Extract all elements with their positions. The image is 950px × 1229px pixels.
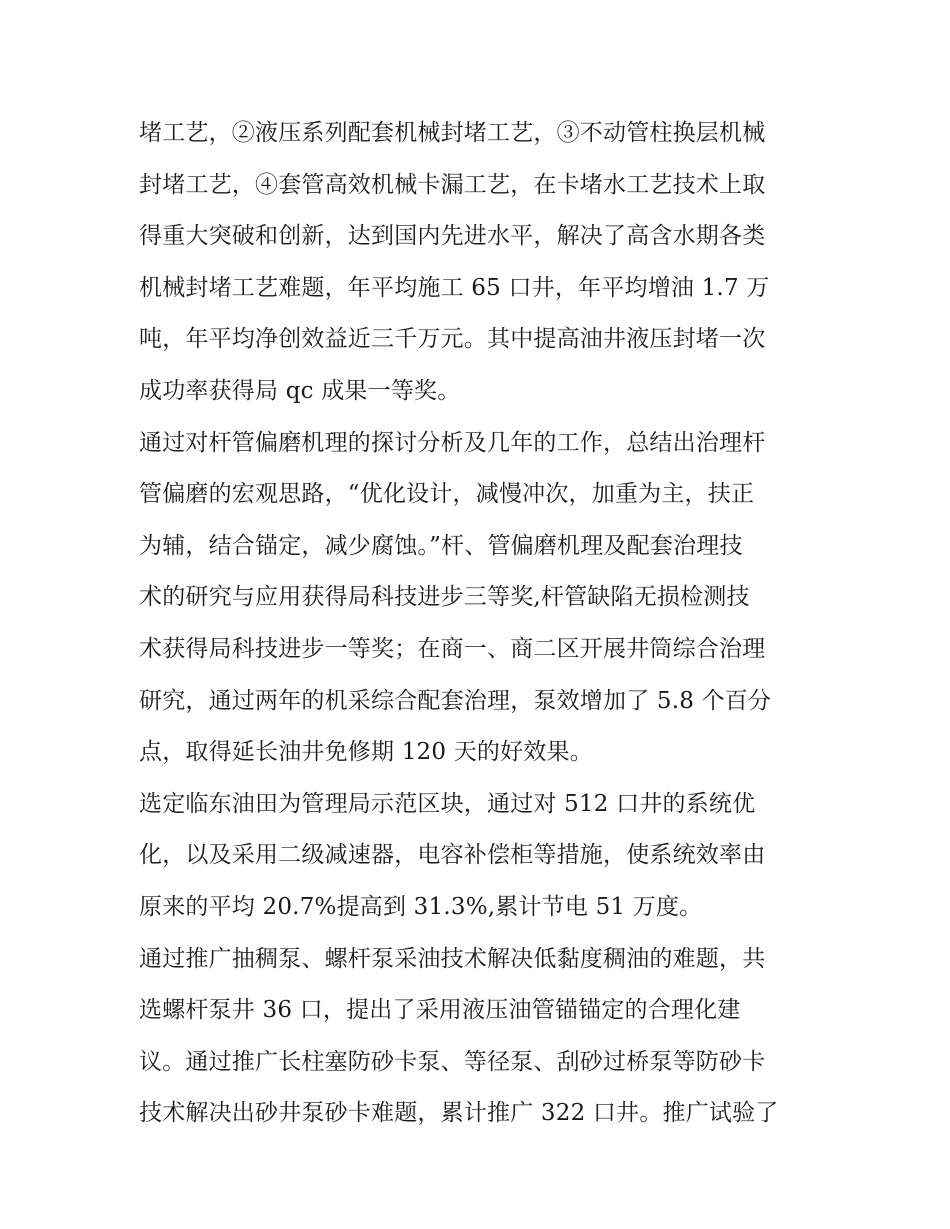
text-line: 通过推广抽稠泵、螺杆泵采油技术解决低黏度稠油的难题，共: [139, 945, 766, 972]
text-line: 管偏磨的宏观思路，“优化设计，减慢冲次，加重为主，扶正: [139, 481, 755, 508]
text-line: 技术解决出砂井泵砂卡难题，累计推广 322 口井。推广试验了: [139, 1100, 779, 1127]
text-line: 选定临东油田为管理局示范区块，通过对 512 口井的系统优: [139, 790, 756, 817]
text-line: 通过对杆管偏磨机理的探讨分析及几年的工作，总结出治理杆: [139, 429, 766, 456]
paragraph-4: [139, 934, 819, 1140]
text-line: 得重大突破和创新，达到国内先进水平，解决了高含水期各类: [139, 223, 766, 250]
text-line: 化，以及采用二级减速器，电容补偿柜等措施，使系统效率由: [139, 842, 766, 869]
text-line: 议。通过推广长柱塞防砂卡泵、等径泵、刮砂过桥泵等防砂卡: [139, 1048, 766, 1075]
text-line: 术的研究与应用获得局科技进步三等奖,杆管缺陷无损检测技: [139, 584, 750, 611]
document-body: [139, 108, 819, 1140]
paragraph-2: [139, 418, 819, 779]
text-line: 封堵工艺，④套管高效机械卡漏工艺，在卡堵水工艺技术上取: [139, 171, 766, 198]
text-line: 为辅，结合锚定，减少腐蚀。”杆、管偏磨机理及配套治理技: [139, 532, 743, 559]
text-line: 研究，通过两年的机采综合配套治理，泵效增加了 5.8 个百分: [139, 687, 772, 714]
text-line: 术获得局科技进步一等奖；在商一、商二区开展井筒综合治理: [139, 635, 766, 662]
text-line: 堵工艺，②液压系列配套机械封堵工艺，③不动管柱换层机械: [139, 120, 766, 146]
text-line: 原来的平均 20.7%提高到 31.3%,累计节电 51 万度。: [139, 893, 703, 920]
paragraph-3: [139, 779, 819, 934]
text-line: 吨，年平均净创效益近三千万元。其中提高油井液压封堵一次: [139, 326, 766, 353]
text-line: 成功率获得局 qc 成果一等奖。: [139, 377, 461, 404]
text-line: 点，取得延长油井免修期 120 天的好效果。: [139, 739, 593, 766]
paragraph-1: [139, 108, 819, 418]
text-line: 机械封堵工艺难题，年平均施工 65 口井，年平均增油 1.7 万: [139, 274, 770, 301]
text-line: 选螺杆泵井 36 口，提出了采用液压油管锚锚定的合理化建: [139, 997, 741, 1024]
